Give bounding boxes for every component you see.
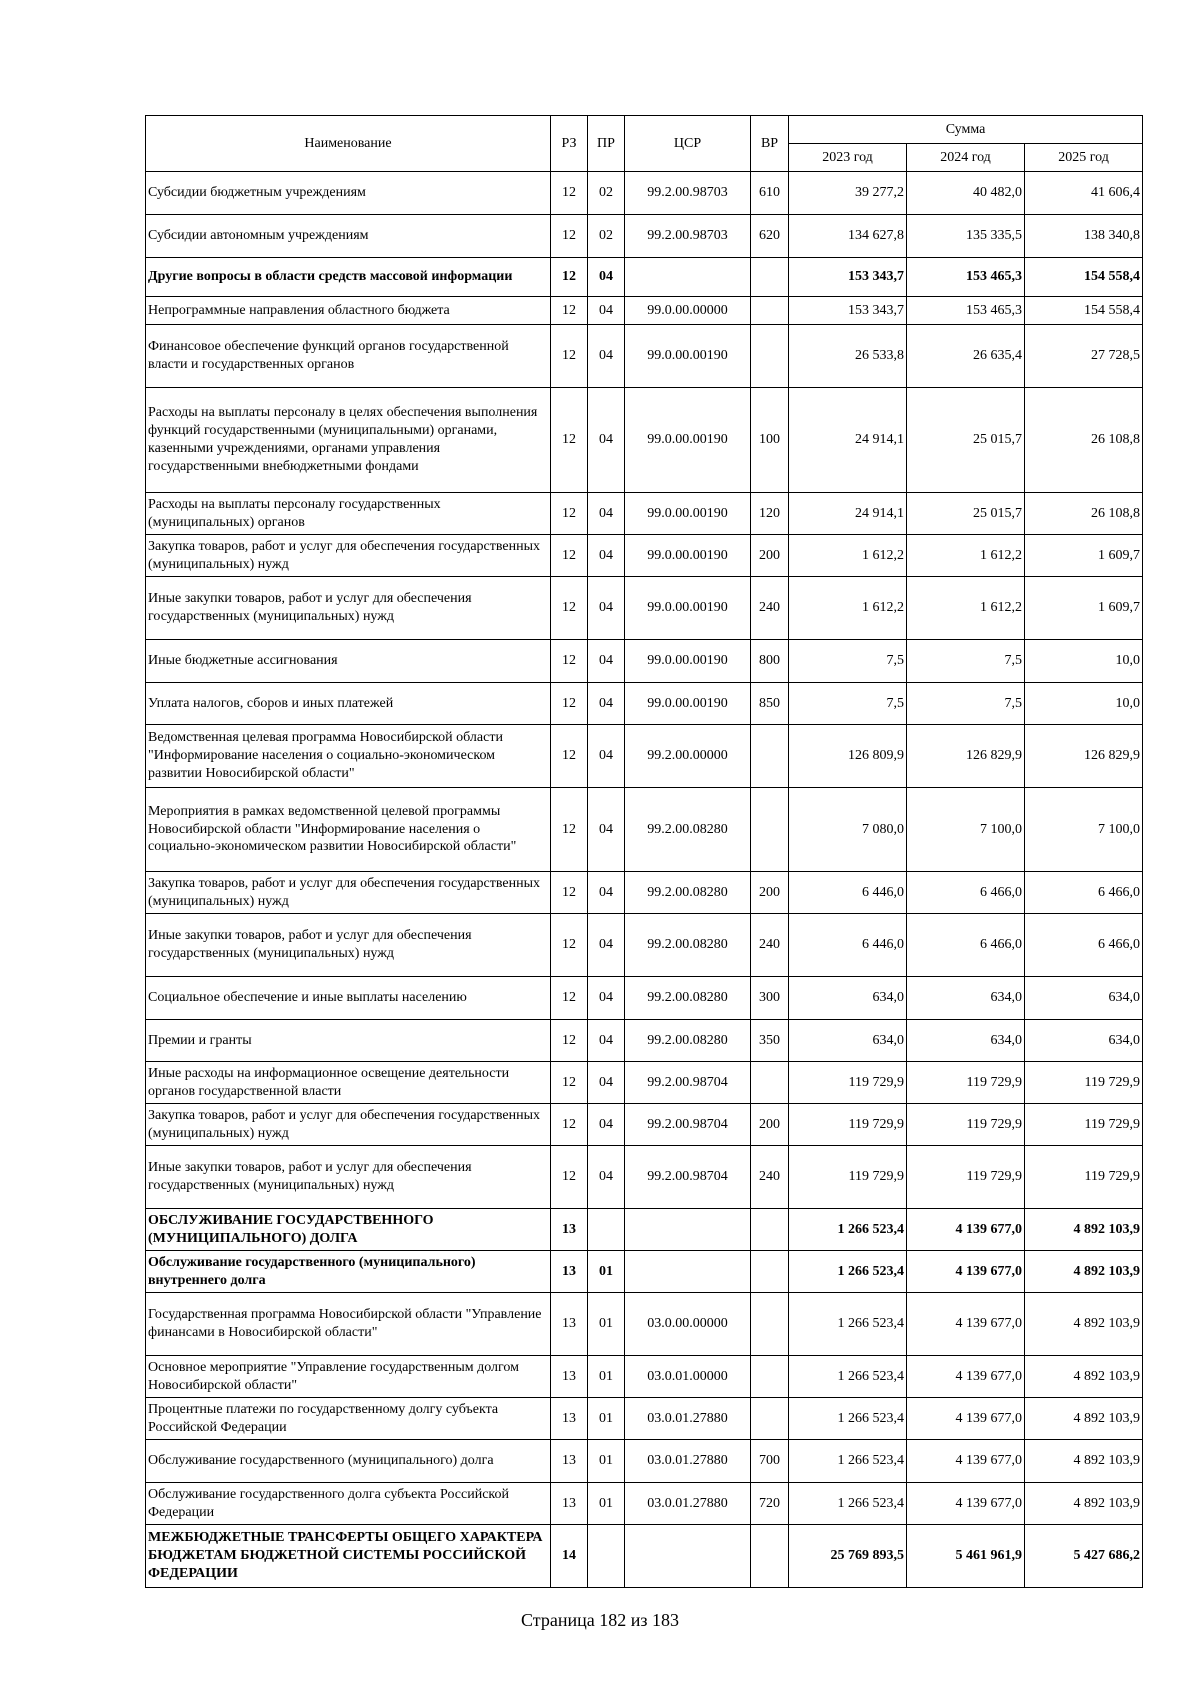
row-pr: 02 — [588, 172, 625, 215]
row-rz: 13 — [551, 1440, 588, 1483]
row-amount-2024: 4 139 677,0 — [907, 1293, 1025, 1356]
row-amount-2024: 4 139 677,0 — [907, 1251, 1025, 1293]
row-pr: 04 — [588, 914, 625, 977]
row-csr — [625, 1525, 751, 1588]
row-rz: 12 — [551, 725, 588, 788]
row-vr — [751, 1251, 789, 1293]
header-sum: Сумма — [789, 116, 1143, 144]
row-csr — [625, 1209, 751, 1251]
table-row — [146, 535, 1143, 577]
row-amount-2024: 40 482,0 — [907, 172, 1025, 215]
row-vr: 720 — [751, 1483, 789, 1525]
row-name: Финансовое обеспечение функций органов государственной власти и государственных органов — [146, 325, 551, 388]
row-vr: 350 — [751, 1020, 789, 1062]
row-pr: 04 — [588, 683, 625, 725]
row-name: Субсидии автономным учреждениям — [146, 215, 551, 258]
row-amount-2024: 1 612,2 — [907, 577, 1025, 640]
row-vr: 200 — [751, 872, 789, 914]
row-pr: 04 — [588, 1020, 625, 1062]
table-row — [146, 258, 1143, 297]
row-csr: 99.2.00.00000 — [625, 725, 751, 788]
row-amount-2023: 7,5 — [789, 683, 907, 725]
table-row — [146, 725, 1143, 788]
row-vr: 120 — [751, 493, 789, 535]
row-vr: 700 — [751, 1440, 789, 1483]
row-name: ОБСЛУЖИВАНИЕ ГОСУДАРСТВЕННОГО (МУНИЦИПАЛЬНОГО) ДОЛГА — [146, 1209, 551, 1251]
row-amount-2023: 1 266 523,4 — [789, 1483, 907, 1525]
budget-table — [145, 115, 1143, 1588]
row-vr: 800 — [751, 640, 789, 683]
row-pr: 01 — [588, 1440, 625, 1483]
row-vr — [751, 325, 789, 388]
row-vr — [751, 1398, 789, 1440]
row-amount-2023: 1 266 523,4 — [789, 1398, 907, 1440]
row-name: Субсидии бюджетным учреждениям — [146, 172, 551, 215]
table-row — [146, 1398, 1143, 1440]
header-pr: ПР — [588, 116, 625, 172]
row-name: Иные закупки товаров, работ и услуг для обеспечения государственных (муниципальных) нужд — [146, 577, 551, 640]
row-name: Непрограммные направления областного бюджета — [146, 297, 551, 325]
row-amount-2024: 4 139 677,0 — [907, 1483, 1025, 1525]
row-amount-2025: 138 340,8 — [1025, 215, 1143, 258]
table-row — [146, 1440, 1143, 1483]
row-amount-2024: 135 335,5 — [907, 215, 1025, 258]
table-row — [146, 640, 1143, 683]
row-amount-2023: 24 914,1 — [789, 493, 907, 535]
row-amount-2024: 4 139 677,0 — [907, 1209, 1025, 1251]
row-vr — [751, 725, 789, 788]
header-name: Наименование — [146, 116, 551, 172]
row-pr: 04 — [588, 258, 625, 297]
row-csr: 99.2.00.98703 — [625, 172, 751, 215]
row-rz: 14 — [551, 1525, 588, 1588]
row-name: Иные закупки товаров, работ и услуг для обеспечения государственных (муниципальных) нужд — [146, 914, 551, 977]
row-amount-2023: 25 769 893,5 — [789, 1525, 907, 1588]
row-amount-2023: 24 914,1 — [789, 388, 907, 493]
row-rz: 13 — [551, 1293, 588, 1356]
row-rz: 12 — [551, 215, 588, 258]
row-amount-2024: 153 465,3 — [907, 258, 1025, 297]
row-name: Расходы на выплаты персоналу государственных (муниципальных) органов — [146, 493, 551, 535]
row-pr: 02 — [588, 215, 625, 258]
row-vr — [751, 1293, 789, 1356]
row-name: Мероприятия в рамках ведомственной целевой программы Новосибирской области "Информирование населения о социально-экономическом развитии Новосибирской области" — [146, 788, 551, 872]
row-csr — [625, 1251, 751, 1293]
row-amount-2025: 634,0 — [1025, 1020, 1143, 1062]
row-amount-2025: 10,0 — [1025, 640, 1143, 683]
row-amount-2025: 4 892 103,9 — [1025, 1293, 1143, 1356]
row-amount-2025: 10,0 — [1025, 683, 1143, 725]
row-amount-2023: 119 729,9 — [789, 1062, 907, 1104]
row-rz: 12 — [551, 325, 588, 388]
row-name: Государственная программа Новосибирской области "Управление финансами в Новосибирской области" — [146, 1293, 551, 1356]
row-vr — [751, 297, 789, 325]
row-rz: 13 — [551, 1398, 588, 1440]
row-pr: 04 — [588, 1104, 625, 1146]
header-year-2024: 2024 год — [907, 144, 1025, 172]
table-row — [146, 1293, 1143, 1356]
row-csr: 99.0.00.00190 — [625, 325, 751, 388]
row-csr: 99.0.00.00190 — [625, 388, 751, 493]
row-pr: 04 — [588, 788, 625, 872]
table-row — [146, 1146, 1143, 1209]
row-name: Иные расходы на информационное освещение деятельности органов государственной власти — [146, 1062, 551, 1104]
header-year-2025: 2025 год — [1025, 144, 1143, 172]
row-vr — [751, 258, 789, 297]
row-amount-2024: 26 635,4 — [907, 325, 1025, 388]
row-vr: 850 — [751, 683, 789, 725]
row-vr — [751, 1209, 789, 1251]
row-pr: 01 — [588, 1356, 625, 1398]
row-amount-2025: 154 558,4 — [1025, 297, 1143, 325]
row-amount-2024: 6 466,0 — [907, 914, 1025, 977]
table-row — [146, 872, 1143, 914]
row-amount-2023: 1 612,2 — [789, 577, 907, 640]
row-vr: 240 — [751, 914, 789, 977]
row-rz: 12 — [551, 388, 588, 493]
row-pr: 04 — [588, 977, 625, 1020]
table-row — [146, 1020, 1143, 1062]
row-amount-2024: 126 829,9 — [907, 725, 1025, 788]
table-row — [146, 1251, 1143, 1293]
row-rz: 13 — [551, 1356, 588, 1398]
row-csr — [625, 258, 751, 297]
row-vr — [751, 1062, 789, 1104]
row-amount-2025: 119 729,9 — [1025, 1104, 1143, 1146]
row-vr — [751, 1525, 789, 1588]
row-amount-2025: 4 892 103,9 — [1025, 1483, 1143, 1525]
row-amount-2025: 1 609,7 — [1025, 577, 1143, 640]
header-vr: ВР — [751, 116, 789, 172]
row-rz: 12 — [551, 493, 588, 535]
header-csr: ЦСР — [625, 116, 751, 172]
table-row — [146, 1356, 1143, 1398]
row-amount-2025: 41 606,4 — [1025, 172, 1143, 215]
row-pr: 04 — [588, 872, 625, 914]
row-csr: 03.0.00.00000 — [625, 1293, 751, 1356]
row-pr: 01 — [588, 1251, 625, 1293]
row-pr: 04 — [588, 1146, 625, 1209]
row-rz: 12 — [551, 788, 588, 872]
table-row — [146, 1525, 1143, 1588]
row-amount-2023: 1 266 523,4 — [789, 1356, 907, 1398]
row-amount-2023: 6 446,0 — [789, 872, 907, 914]
row-rz: 12 — [551, 1020, 588, 1062]
row-amount-2024: 4 139 677,0 — [907, 1398, 1025, 1440]
row-amount-2023: 1 266 523,4 — [789, 1209, 907, 1251]
row-amount-2024: 7 100,0 — [907, 788, 1025, 872]
row-amount-2025: 634,0 — [1025, 977, 1143, 1020]
row-amount-2025: 4 892 103,9 — [1025, 1440, 1143, 1483]
row-amount-2024: 119 729,9 — [907, 1104, 1025, 1146]
row-amount-2023: 119 729,9 — [789, 1146, 907, 1209]
row-name: МЕЖБЮДЖЕТНЫЕ ТРАНСФЕРТЫ ОБЩЕГО ХАРАКТЕРА БЮДЖЕТАМ БЮДЖЕТНОЙ СИСТЕМЫ РОССИЙСКОЙ ФЕДЕРАЦИИ — [146, 1525, 551, 1588]
row-pr: 04 — [588, 493, 625, 535]
row-amount-2023: 1 266 523,4 — [789, 1293, 907, 1356]
row-csr: 99.0.00.00190 — [625, 640, 751, 683]
row-amount-2025: 1 609,7 — [1025, 535, 1143, 577]
table-row — [146, 215, 1143, 258]
row-amount-2023: 39 277,2 — [789, 172, 907, 215]
row-csr: 99.2.00.98704 — [625, 1146, 751, 1209]
row-pr: 01 — [588, 1293, 625, 1356]
row-amount-2025: 7 100,0 — [1025, 788, 1143, 872]
row-pr: 04 — [588, 297, 625, 325]
row-rz: 12 — [551, 640, 588, 683]
row-rz: 12 — [551, 683, 588, 725]
row-csr: 99.2.00.98704 — [625, 1104, 751, 1146]
row-amount-2024: 25 015,7 — [907, 493, 1025, 535]
row-amount-2023: 1 612,2 — [789, 535, 907, 577]
row-pr: 04 — [588, 1062, 625, 1104]
row-name: Социальное обеспечение и иные выплаты населению — [146, 977, 551, 1020]
row-rz: 12 — [551, 297, 588, 325]
row-csr: 03.0.01.27880 — [625, 1440, 751, 1483]
row-name: Обслуживание государственного долга субъекта Российской Федерации — [146, 1483, 551, 1525]
row-pr: 04 — [588, 725, 625, 788]
table-row — [146, 172, 1143, 215]
row-name: Закупка товаров, работ и услуг для обеспечения государственных (муниципальных) нужд — [146, 1104, 551, 1146]
row-rz: 12 — [551, 914, 588, 977]
row-name: Закупка товаров, работ и услуг для обеспечения государственных (муниципальных) нужд — [146, 872, 551, 914]
row-pr: 04 — [588, 388, 625, 493]
row-amount-2023: 7 080,0 — [789, 788, 907, 872]
row-rz: 12 — [551, 872, 588, 914]
row-rz: 12 — [551, 577, 588, 640]
row-csr: 99.0.00.00190 — [625, 493, 751, 535]
row-name: Иные бюджетные ассигнования — [146, 640, 551, 683]
row-amount-2023: 119 729,9 — [789, 1104, 907, 1146]
row-amount-2023: 153 343,7 — [789, 297, 907, 325]
header-row-top — [146, 116, 1143, 144]
row-vr: 200 — [751, 1104, 789, 1146]
row-amount-2023: 634,0 — [789, 977, 907, 1020]
row-csr: 99.2.00.08280 — [625, 1020, 751, 1062]
row-csr: 03.0.01.27880 — [625, 1483, 751, 1525]
row-pr: 01 — [588, 1398, 625, 1440]
row-csr: 99.0.00.00190 — [625, 683, 751, 725]
row-rz: 12 — [551, 1104, 588, 1146]
row-name: Уплата налогов, сборов и иных платежей — [146, 683, 551, 725]
row-rz: 12 — [551, 535, 588, 577]
row-amount-2024: 119 729,9 — [907, 1146, 1025, 1209]
table-body — [146, 172, 1143, 1588]
row-name: Премии и гранты — [146, 1020, 551, 1062]
row-amount-2025: 4 892 103,9 — [1025, 1398, 1143, 1440]
row-amount-2025: 119 729,9 — [1025, 1146, 1143, 1209]
row-amount-2024: 634,0 — [907, 977, 1025, 1020]
row-csr: 99.2.00.08280 — [625, 914, 751, 977]
row-vr: 200 — [751, 535, 789, 577]
row-amount-2024: 6 466,0 — [907, 872, 1025, 914]
row-pr — [588, 1525, 625, 1588]
row-amount-2024: 7,5 — [907, 640, 1025, 683]
table-row — [146, 325, 1143, 388]
row-pr: 04 — [588, 325, 625, 388]
table-row — [146, 577, 1143, 640]
row-name: Процентные платежи по государственному долгу субъекта Российской Федерации — [146, 1398, 551, 1440]
row-rz: 12 — [551, 1062, 588, 1104]
row-csr: 03.0.01.27880 — [625, 1398, 751, 1440]
row-amount-2024: 153 465,3 — [907, 297, 1025, 325]
row-vr: 620 — [751, 215, 789, 258]
row-amount-2023: 1 266 523,4 — [789, 1440, 907, 1483]
row-csr: 03.0.01.00000 — [625, 1356, 751, 1398]
table-row — [146, 1209, 1143, 1251]
row-amount-2025: 154 558,4 — [1025, 258, 1143, 297]
row-vr: 240 — [751, 1146, 789, 1209]
row-name: Расходы на выплаты персоналу в целях обеспечения выполнения функций государственными (муниципальными) органами, казенными учреждениями, органами управления государственными внебюджетными фондами — [146, 388, 551, 493]
row-amount-2023: 134 627,8 — [789, 215, 907, 258]
table-row — [146, 493, 1143, 535]
row-amount-2025: 126 829,9 — [1025, 725, 1143, 788]
row-amount-2024: 4 139 677,0 — [907, 1440, 1025, 1483]
row-vr — [751, 788, 789, 872]
row-amount-2023: 1 266 523,4 — [789, 1251, 907, 1293]
row-amount-2024: 1 612,2 — [907, 535, 1025, 577]
row-amount-2025: 5 427 686,2 — [1025, 1525, 1143, 1588]
row-amount-2023: 7,5 — [789, 640, 907, 683]
row-csr: 99.0.00.00190 — [625, 577, 751, 640]
row-amount-2025: 27 728,5 — [1025, 325, 1143, 388]
row-amount-2023: 634,0 — [789, 1020, 907, 1062]
row-csr: 99.2.00.08280 — [625, 977, 751, 1020]
row-amount-2024: 119 729,9 — [907, 1062, 1025, 1104]
row-name: Закупка товаров, работ и услуг для обеспечения государственных (муниципальных) нужд — [146, 535, 551, 577]
row-rz: 12 — [551, 172, 588, 215]
page-number: Страница 182 из 183 — [521, 1610, 679, 1630]
row-csr: 99.0.00.00190 — [625, 535, 751, 577]
row-amount-2025: 119 729,9 — [1025, 1062, 1143, 1104]
row-amount-2024: 634,0 — [907, 1020, 1025, 1062]
row-amount-2025: 4 892 103,9 — [1025, 1209, 1143, 1251]
table-row — [146, 297, 1143, 325]
row-csr: 99.2.00.08280 — [625, 872, 751, 914]
row-name: Другие вопросы в области средств массовой информации — [146, 258, 551, 297]
row-amount-2024: 7,5 — [907, 683, 1025, 725]
row-amount-2025: 4 892 103,9 — [1025, 1251, 1143, 1293]
row-name: Обслуживание государственного (муниципального) внутреннего долга — [146, 1251, 551, 1293]
row-csr: 99.2.00.08280 — [625, 788, 751, 872]
row-rz: 13 — [551, 1209, 588, 1251]
row-rz: 12 — [551, 977, 588, 1020]
row-csr: 99.0.00.00000 — [625, 297, 751, 325]
row-rz: 13 — [551, 1483, 588, 1525]
row-amount-2025: 6 466,0 — [1025, 872, 1143, 914]
header-rz: РЗ — [551, 116, 588, 172]
row-amount-2025: 6 466,0 — [1025, 914, 1143, 977]
row-pr: 04 — [588, 535, 625, 577]
table-row — [146, 1483, 1143, 1525]
table-row — [146, 788, 1143, 872]
row-pr: 04 — [588, 640, 625, 683]
row-csr: 99.2.00.98704 — [625, 1062, 751, 1104]
row-amount-2025: 4 892 103,9 — [1025, 1356, 1143, 1398]
row-vr: 610 — [751, 172, 789, 215]
row-amount-2023: 26 533,8 — [789, 325, 907, 388]
row-amount-2023: 6 446,0 — [789, 914, 907, 977]
row-amount-2024: 25 015,7 — [907, 388, 1025, 493]
table-row — [146, 1104, 1143, 1146]
row-amount-2025: 26 108,8 — [1025, 493, 1143, 535]
row-vr: 300 — [751, 977, 789, 1020]
row-pr: 04 — [588, 577, 625, 640]
row-name: Иные закупки товаров, работ и услуг для обеспечения государственных (муниципальных) нужд — [146, 1146, 551, 1209]
row-csr: 99.2.00.98703 — [625, 215, 751, 258]
row-name: Основное мероприятие "Управление государственным долгом Новосибирской области" — [146, 1356, 551, 1398]
table-row — [146, 977, 1143, 1020]
row-amount-2024: 5 461 961,9 — [907, 1525, 1025, 1588]
row-rz: 13 — [551, 1251, 588, 1293]
row-vr — [751, 1356, 789, 1398]
table-row — [146, 914, 1143, 977]
row-pr — [588, 1209, 625, 1251]
row-amount-2023: 153 343,7 — [789, 258, 907, 297]
header-year-2023: 2023 год — [789, 144, 907, 172]
row-rz: 12 — [551, 1146, 588, 1209]
row-vr: 100 — [751, 388, 789, 493]
table-row — [146, 1062, 1143, 1104]
table-row — [146, 388, 1143, 493]
row-name: Обслуживание государственного (муниципального) долга — [146, 1440, 551, 1483]
row-vr: 240 — [751, 577, 789, 640]
row-amount-2024: 4 139 677,0 — [907, 1356, 1025, 1398]
row-name: Ведомственная целевая программа Новосибирской области "Информирование населения о социально-экономическом развитии Новосибирской области" — [146, 725, 551, 788]
row-amount-2025: 26 108,8 — [1025, 388, 1143, 493]
row-amount-2023: 126 809,9 — [789, 725, 907, 788]
row-pr: 01 — [588, 1483, 625, 1525]
row-rz: 12 — [551, 258, 588, 297]
table-row — [146, 683, 1143, 725]
